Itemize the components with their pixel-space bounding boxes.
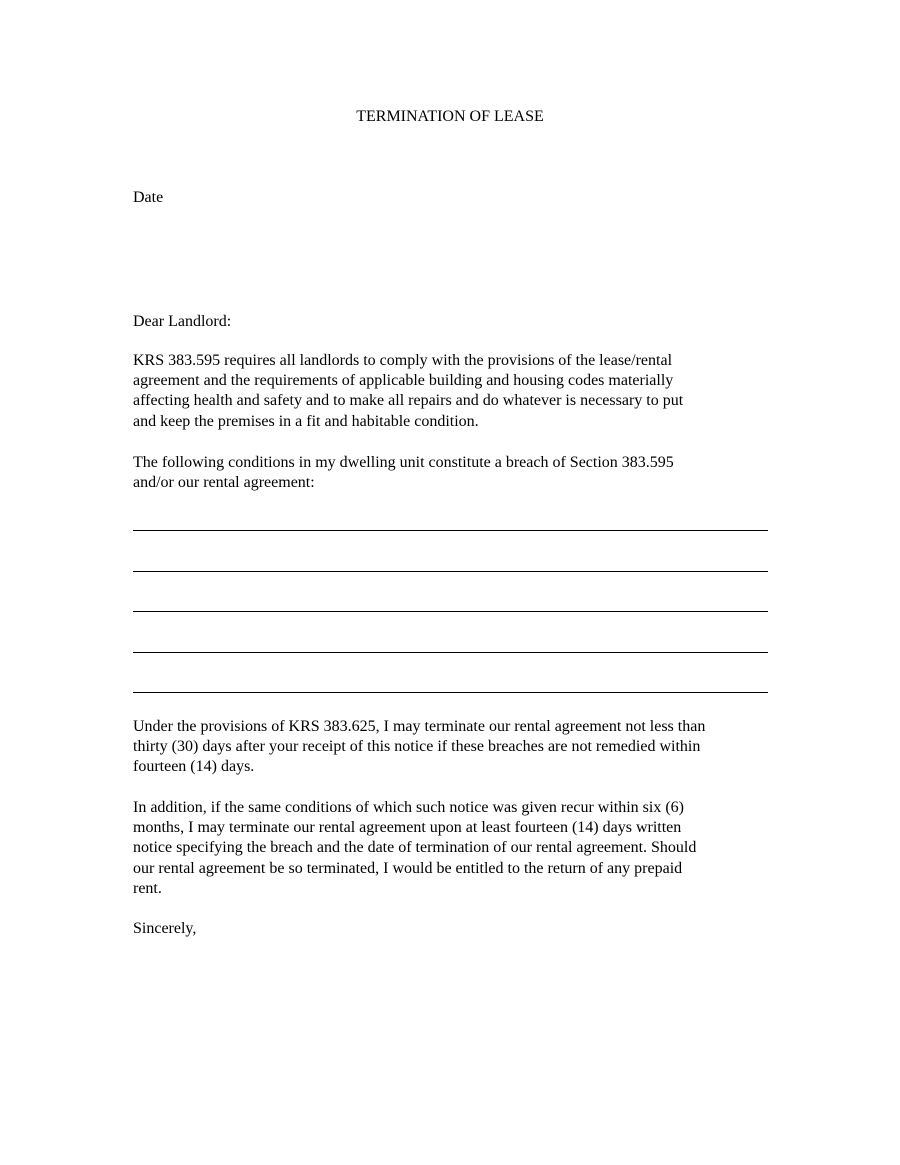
paragraph-line: Under the provisions of KRS 383.625, I may terminate our rental agreement not less than [133,718,706,735]
paragraph-line: affecting health and safety and to make all repairs and do whatever is necessary to put [133,392,684,410]
salutation: Dear Landlord: [133,313,232,330]
paragraph-line: notice specifying the breach and the date of termination of our rental agreement. Should [133,839,697,857]
document-title: TERMINATION OF LEASE [356,108,544,125]
paragraph-line: KRS 383.595 requires all landlords to comply with the provisions of the lease/rental [133,352,673,369]
paragraph-line: and keep the premises in a fit and habitable condition. [133,412,479,430]
blank-condition-line-1[interactable] [133,530,768,531]
paragraph-krs-383-625 [133,717,773,778]
blank-condition-line-3[interactable] [133,611,768,612]
paragraph-line: agreement and the requirements of applicable building and housing codes materially [133,372,674,390]
paragraph-krs-383-595 [133,351,773,432]
blank-condition-line-4[interactable] [133,652,768,653]
paragraph-line: The following conditions in my dwelling unit constitute a breach of Section 383.595 [133,454,674,471]
date-label: Date [133,189,164,206]
paragraph-line: In addition, if the same conditions of which such notice was given recur within six (6) [133,799,684,816]
paragraph-line: and/or our rental agreement: [133,474,315,492]
paragraph-line: rent. [133,879,162,897]
paragraph-line: fourteen (14) days. [133,758,255,776]
paragraph-line: our rental agreement be so terminated, I would be entitled to the return of any prepaid [133,859,683,877]
paragraph-line: thirty (30) days after your receipt of this notice if these breaches are not remedied within [133,738,701,756]
blank-condition-line-2[interactable] [133,571,768,572]
blank-condition-line-5[interactable] [133,692,768,693]
paragraph-conditions-intro [133,453,773,493]
closing: Sincerely, [133,920,197,937]
paragraph-line: months, I may terminate our rental agreement upon at least fourteen (14) days written [133,819,682,837]
paragraph-recurrence [133,798,773,899]
